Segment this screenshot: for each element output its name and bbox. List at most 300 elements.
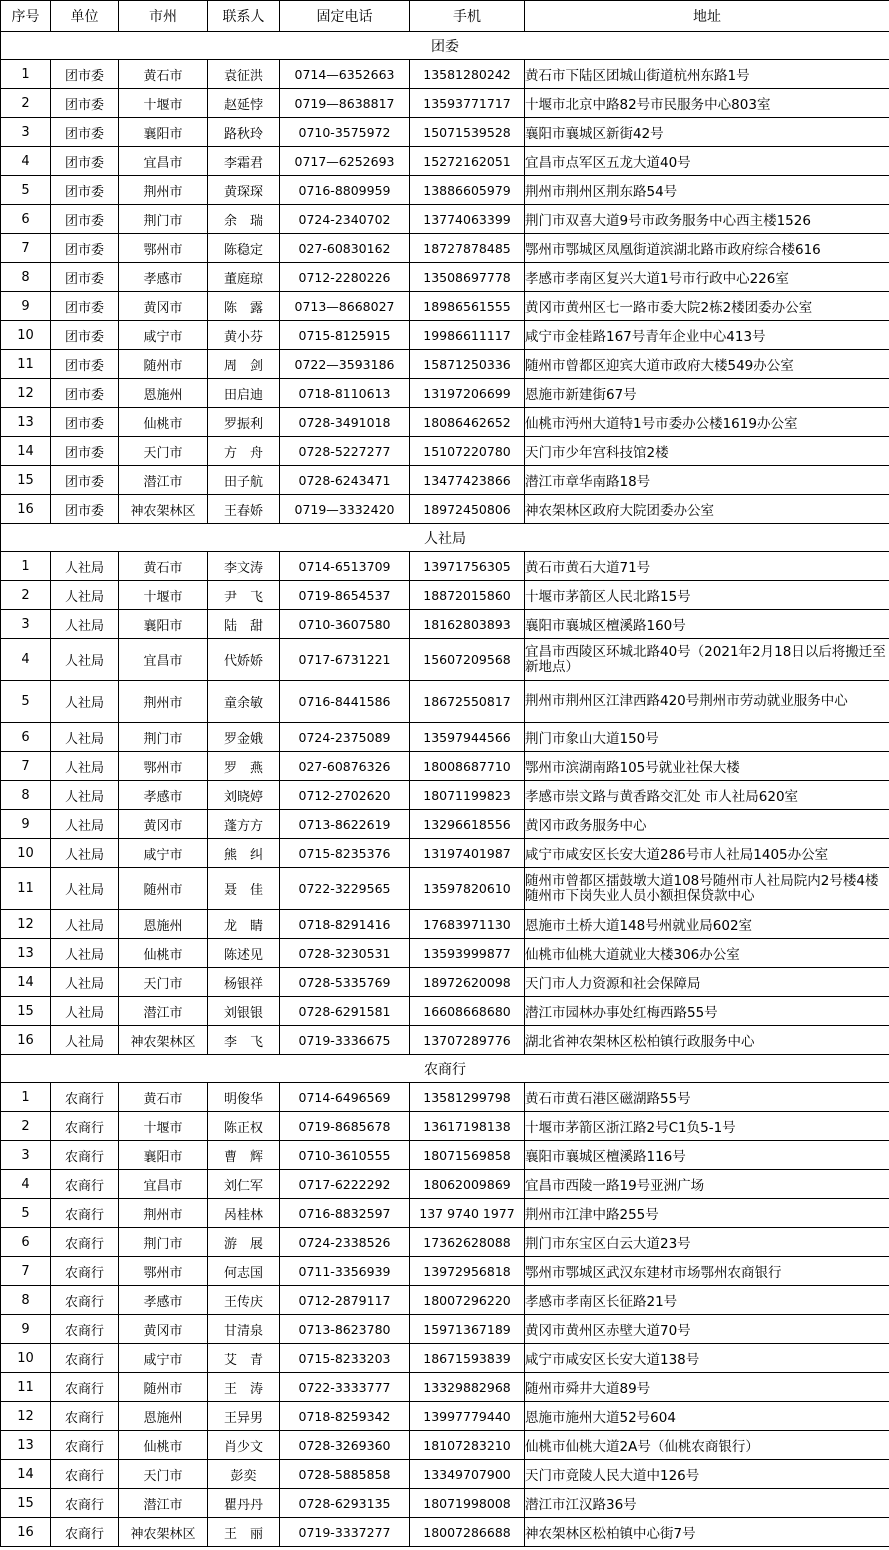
cell-mobile: 13707289776 (410, 1026, 525, 1055)
cell-city: 咸宁市 (119, 321, 208, 350)
cell-unit: 人社局 (51, 1026, 119, 1055)
cell-unit: 人社局 (51, 723, 119, 752)
cell-address: 随州市曾都区迎宾大道市政府大楼549办公室 (525, 350, 889, 379)
cell-city: 十堰市 (119, 89, 208, 118)
cell-address: 十堰市茅箭区浙江路2号C1负5-1号 (525, 1112, 889, 1141)
table-row (1, 581, 889, 610)
cell-address: 神农架林区政府大院团委办公室 (525, 495, 889, 524)
cell-no: 12 (1, 1402, 51, 1431)
header-unit: 单位 (51, 1, 119, 32)
cell-unit: 人社局 (51, 910, 119, 939)
cell-contact: 代娇娇 (208, 639, 280, 681)
cell-address: 天门市人力资源和社会保障局 (525, 968, 889, 997)
cell-address: 孝感市孝南区复兴大道1号市行政中心226室 (525, 263, 889, 292)
cell-phone: 0710-3610555 (280, 1141, 410, 1170)
table-row (1, 997, 889, 1026)
cell-address: 天门市少年宫科技馆2楼 (525, 437, 889, 466)
cell-no: 14 (1, 437, 51, 466)
section-title: 人社局 (1, 524, 889, 552)
cell-city: 孝感市 (119, 263, 208, 292)
cell-mobile: 13508697778 (410, 263, 525, 292)
cell-address: 随州市舜井大道89号 (525, 1373, 889, 1402)
cell-no: 4 (1, 639, 51, 681)
cell-no: 4 (1, 147, 51, 176)
cell-contact: 王异男 (208, 1402, 280, 1431)
cell-mobile: 13774063399 (410, 205, 525, 234)
cell-contact: 聂 佳 (208, 868, 280, 910)
cell-no: 15 (1, 1489, 51, 1518)
cell-contact: 罗 燕 (208, 752, 280, 781)
table-row (1, 495, 889, 524)
table-row (1, 552, 889, 581)
cell-contact: 王 丽 (208, 1518, 280, 1547)
cell-no: 12 (1, 379, 51, 408)
cell-no: 11 (1, 350, 51, 379)
cell-address: 恩施市施州大道52号604 (525, 1402, 889, 1431)
cell-mobile: 13971756305 (410, 552, 525, 581)
table-row (1, 839, 889, 868)
cell-unit: 人社局 (51, 868, 119, 910)
cell-address: 孝感市崇文路与黄香路交汇处 市人社局620室 (525, 781, 889, 810)
table-row (1, 379, 889, 408)
cell-address: 襄阳市襄城区檀溪路116号 (525, 1141, 889, 1170)
cell-no: 6 (1, 1228, 51, 1257)
cell-mobile: 18672550817 (410, 681, 525, 723)
cell-phone: 0728-5335769 (280, 968, 410, 997)
cell-address: 恩施市土桥大道148号州就业局602室 (525, 910, 889, 939)
cell-no: 7 (1, 752, 51, 781)
table-row (1, 723, 889, 752)
cell-city: 仙桃市 (119, 1431, 208, 1460)
cell-no: 5 (1, 1199, 51, 1228)
table-row (1, 1373, 889, 1402)
cell-city: 荆门市 (119, 205, 208, 234)
cell-address: 黄冈市黄州区七一路市委大院2栋2楼团委办公室 (525, 292, 889, 321)
cell-city: 宜昌市 (119, 1170, 208, 1199)
cell-mobile: 16608668680 (410, 997, 525, 1026)
cell-no: 1 (1, 552, 51, 581)
header-row (1, 1, 889, 32)
cell-address: 潜江市园林办事处红梅西路55号 (525, 997, 889, 1026)
cell-no: 13 (1, 1431, 51, 1460)
cell-city: 神农架林区 (119, 495, 208, 524)
cell-address: 宜昌市西陵一路19号亚洲广场 (525, 1170, 889, 1199)
cell-address: 黄石市下陆区团城山街道杭州东路1号 (525, 60, 889, 89)
cell-phone: 0719-8685678 (280, 1112, 410, 1141)
cell-address: 孝感市孝南区长征路21号 (525, 1286, 889, 1315)
cell-contact: 何志国 (208, 1257, 280, 1286)
cell-address: 荆门市东宝区白云大道23号 (525, 1228, 889, 1257)
cell-city: 黄石市 (119, 60, 208, 89)
cell-city: 鄂州市 (119, 234, 208, 263)
cell-contact: 余 瑞 (208, 205, 280, 234)
cell-address: 湖北省神农架林区松柏镇行政服务中心 (525, 1026, 889, 1055)
cell-no: 1 (1, 1083, 51, 1112)
cell-unit: 团市委 (51, 292, 119, 321)
cell-unit: 农商行 (51, 1112, 119, 1141)
cell-city: 十堰市 (119, 1112, 208, 1141)
cell-mobile: 13997779440 (410, 1402, 525, 1431)
cell-phone: 0716-8832597 (280, 1199, 410, 1228)
cell-mobile: 18727878485 (410, 234, 525, 263)
cell-phone: 027-60830162 (280, 234, 410, 263)
cell-city: 宜昌市 (119, 147, 208, 176)
cell-unit: 农商行 (51, 1141, 119, 1170)
cell-address: 潜江市江汉路36号 (525, 1489, 889, 1518)
cell-phone: 0715-8235376 (280, 839, 410, 868)
cell-contact: 蓬方方 (208, 810, 280, 839)
cell-contact: 瞿丹丹 (208, 1489, 280, 1518)
cell-mobile: 13593999877 (410, 939, 525, 968)
cell-phone: 0724-2340702 (280, 205, 410, 234)
cell-mobile: 13597820610 (410, 868, 525, 910)
cell-mobile: 13197206699 (410, 379, 525, 408)
cell-address: 荆州市荆州区荆东路54号 (525, 176, 889, 205)
cell-unit: 团市委 (51, 118, 119, 147)
cell-address: 天门市竟陵人民大道中126号 (525, 1460, 889, 1489)
cell-contact: 罗金娥 (208, 723, 280, 752)
cell-address: 十堰市茅箭区人民北路15号 (525, 581, 889, 610)
cell-mobile: 13617198138 (410, 1112, 525, 1141)
cell-mobile: 17362628088 (410, 1228, 525, 1257)
cell-no: 3 (1, 610, 51, 639)
cell-unit: 团市委 (51, 263, 119, 292)
table-row (1, 1141, 889, 1170)
cell-unit: 团市委 (51, 379, 119, 408)
cell-no: 14 (1, 1460, 51, 1489)
header-city: 市州 (119, 1, 208, 32)
cell-mobile: 13597944566 (410, 723, 525, 752)
cell-contact: 刘仁军 (208, 1170, 280, 1199)
cell-city: 鄂州市 (119, 1257, 208, 1286)
cell-phone: 0710-3607580 (280, 610, 410, 639)
table-row (1, 610, 889, 639)
cell-mobile: 13477423866 (410, 466, 525, 495)
cell-phone: 0719-3336675 (280, 1026, 410, 1055)
cell-mobile: 13886605979 (410, 176, 525, 205)
cell-no: 10 (1, 1344, 51, 1373)
cell-no: 16 (1, 1518, 51, 1547)
cell-phone: 0710-3575972 (280, 118, 410, 147)
cell-phone: 0715-8125915 (280, 321, 410, 350)
cell-address: 咸宁市咸安区长安大道286号市人社局1405办公室 (525, 839, 889, 868)
cell-unit: 农商行 (51, 1402, 119, 1431)
cell-phone: 0714-6496569 (280, 1083, 410, 1112)
table-row (1, 868, 889, 910)
cell-city: 随州市 (119, 1373, 208, 1402)
cell-contact: 王春娇 (208, 495, 280, 524)
cell-unit: 团市委 (51, 147, 119, 176)
cell-contact: 陈稳定 (208, 234, 280, 263)
cell-city: 荆州市 (119, 1199, 208, 1228)
cell-address: 咸宁市金桂路167号青年企业中心413号 (525, 321, 889, 350)
cell-city: 潜江市 (119, 1489, 208, 1518)
cell-unit: 人社局 (51, 639, 119, 681)
header-mobile: 手机 (410, 1, 525, 32)
cell-city: 孝感市 (119, 781, 208, 810)
cell-phone: 0722-3229565 (280, 868, 410, 910)
cell-unit: 团市委 (51, 60, 119, 89)
section-header-row (1, 524, 889, 552)
table-row (1, 1228, 889, 1257)
cell-no: 6 (1, 205, 51, 234)
cell-phone: 0728-5885858 (280, 1460, 410, 1489)
table-row (1, 1518, 889, 1547)
cell-mobile: 18007296220 (410, 1286, 525, 1315)
cell-city: 孝感市 (119, 1286, 208, 1315)
table-body (1, 32, 889, 1547)
cell-phone: 0728-6291581 (280, 997, 410, 1026)
cell-address: 仙桃市沔州大道特1号市委办公楼1619办公室 (525, 408, 889, 437)
cell-address: 黄冈市黄州区赤壁大道70号 (525, 1315, 889, 1344)
cell-address: 随州市曾都区擂鼓墩大道108号随州市人社局院内2号楼4楼随州市下岗失业人员小额担保贷款中心 (525, 868, 889, 910)
header-phone: 固定电话 (280, 1, 410, 32)
cell-city: 恩施州 (119, 379, 208, 408)
cell-contact: 龙 睛 (208, 910, 280, 939)
cell-contact: 黄琛琛 (208, 176, 280, 205)
cell-address: 恩施市新建街67号 (525, 379, 889, 408)
cell-contact: 陈述见 (208, 939, 280, 968)
cell-unit: 团市委 (51, 321, 119, 350)
cell-no: 2 (1, 1112, 51, 1141)
cell-unit: 农商行 (51, 1286, 119, 1315)
cell-unit: 人社局 (51, 581, 119, 610)
table-row (1, 1257, 889, 1286)
cell-phone: 0717-6731221 (280, 639, 410, 681)
cell-address: 宜昌市点军区五龙大道40号 (525, 147, 889, 176)
cell-city: 天门市 (119, 968, 208, 997)
cell-unit: 人社局 (51, 839, 119, 868)
table-row (1, 1431, 889, 1460)
cell-mobile: 18071199823 (410, 781, 525, 810)
table-row (1, 968, 889, 997)
cell-address: 鄂州市滨湖南路105号就业社保大楼 (525, 752, 889, 781)
cell-phone: 0714-6513709 (280, 552, 410, 581)
cell-unit: 农商行 (51, 1315, 119, 1344)
cell-no: 3 (1, 1141, 51, 1170)
cell-no: 5 (1, 681, 51, 723)
cell-address: 荆州市荆州区江津西路420号荆州市劳动就业服务中心 (525, 681, 889, 723)
cell-contact: 呙桂林 (208, 1199, 280, 1228)
table-row (1, 60, 889, 89)
cell-unit: 农商行 (51, 1170, 119, 1199)
cell-no: 5 (1, 176, 51, 205)
cell-contact: 陈 露 (208, 292, 280, 321)
cell-unit: 农商行 (51, 1228, 119, 1257)
table-row (1, 176, 889, 205)
table-row (1, 147, 889, 176)
cell-phone: 0728-5227277 (280, 437, 410, 466)
cell-mobile: 18071998008 (410, 1489, 525, 1518)
cell-no: 11 (1, 868, 51, 910)
table-row (1, 437, 889, 466)
cell-no: 9 (1, 292, 51, 321)
cell-phone: 0718-8259342 (280, 1402, 410, 1431)
cell-contact: 肖少文 (208, 1431, 280, 1460)
cell-mobile: 15607209568 (410, 639, 525, 681)
table-row (1, 292, 889, 321)
cell-unit: 农商行 (51, 1460, 119, 1489)
cell-phone: 0717-6222292 (280, 1170, 410, 1199)
cell-unit: 团市委 (51, 89, 119, 118)
cell-city: 鄂州市 (119, 752, 208, 781)
table-row (1, 466, 889, 495)
cell-city: 荆门市 (119, 1228, 208, 1257)
table-row (1, 781, 889, 810)
cell-city: 黄石市 (119, 1083, 208, 1112)
cell-mobile: 13593771717 (410, 89, 525, 118)
cell-city: 荆门市 (119, 723, 208, 752)
section-title: 团委 (1, 32, 889, 60)
cell-address: 仙桃市仙桃大道就业大楼306办公室 (525, 939, 889, 968)
cell-unit: 团市委 (51, 408, 119, 437)
cell-contact: 陆 甜 (208, 610, 280, 639)
section-title: 农商行 (1, 1055, 889, 1083)
cell-contact: 游 展 (208, 1228, 280, 1257)
cell-no: 2 (1, 89, 51, 118)
cell-no: 9 (1, 810, 51, 839)
cell-address: 荆州市江津中路255号 (525, 1199, 889, 1228)
cell-phone: 0713—8668027 (280, 292, 410, 321)
cell-phone: 0722-3333777 (280, 1373, 410, 1402)
cell-no: 3 (1, 118, 51, 147)
cell-phone: 0719—8638817 (280, 89, 410, 118)
cell-contact: 童余敏 (208, 681, 280, 723)
cell-unit: 人社局 (51, 752, 119, 781)
cell-unit: 团市委 (51, 437, 119, 466)
cell-phone: 0728-6293135 (280, 1489, 410, 1518)
cell-no: 8 (1, 1286, 51, 1315)
cell-mobile: 18107283210 (410, 1431, 525, 1460)
cell-phone: 0714—6352663 (280, 60, 410, 89)
cell-city: 潜江市 (119, 466, 208, 495)
cell-mobile: 18986561555 (410, 292, 525, 321)
cell-no: 13 (1, 939, 51, 968)
cell-city: 咸宁市 (119, 1344, 208, 1373)
cell-address: 鄂州市鄂城区凤凰街道滨湖北路市政府综合楼616 (525, 234, 889, 263)
cell-contact: 黄小芬 (208, 321, 280, 350)
cell-contact: 陈正权 (208, 1112, 280, 1141)
cell-mobile: 18872015860 (410, 581, 525, 610)
cell-mobile: 18972450806 (410, 495, 525, 524)
cell-contact: 田启迪 (208, 379, 280, 408)
cell-phone: 0728-6243471 (280, 466, 410, 495)
header-no: 序号 (1, 1, 51, 32)
cell-mobile: 13329882968 (410, 1373, 525, 1402)
cell-phone: 0724-2338526 (280, 1228, 410, 1257)
cell-mobile: 18062009869 (410, 1170, 525, 1199)
cell-contact: 罗振利 (208, 408, 280, 437)
cell-contact: 李文涛 (208, 552, 280, 581)
cell-no: 15 (1, 466, 51, 495)
cell-contact: 彭奕 (208, 1460, 280, 1489)
cell-unit: 农商行 (51, 1199, 119, 1228)
cell-no: 1 (1, 60, 51, 89)
cell-no: 16 (1, 1026, 51, 1055)
cell-address: 鄂州市鄂城区武汉东建材市场鄂州农商银行 (525, 1257, 889, 1286)
cell-no: 16 (1, 495, 51, 524)
table-row (1, 1286, 889, 1315)
cell-address: 黄冈市政务服务中心 (525, 810, 889, 839)
cell-address: 十堰市北京中路82号市民服务中心803室 (525, 89, 889, 118)
cell-mobile: 18071569858 (410, 1141, 525, 1170)
cell-no: 12 (1, 910, 51, 939)
table-row (1, 1112, 889, 1141)
cell-address: 黄石市黄石大道71号 (525, 552, 889, 581)
cell-mobile: 15971367189 (410, 1315, 525, 1344)
cell-contact: 李霜君 (208, 147, 280, 176)
cell-mobile: 17683971130 (410, 910, 525, 939)
cell-city: 荆州市 (119, 681, 208, 723)
cell-mobile: 13972956818 (410, 1257, 525, 1286)
cell-phone: 0717—6252693 (280, 147, 410, 176)
cell-unit: 人社局 (51, 997, 119, 1026)
cell-unit: 农商行 (51, 1373, 119, 1402)
cell-contact: 刘银银 (208, 997, 280, 1026)
table-row (1, 1026, 889, 1055)
cell-unit: 团市委 (51, 350, 119, 379)
cell-phone: 0719—3332420 (280, 495, 410, 524)
cell-contact: 董庭琼 (208, 263, 280, 292)
cell-city: 仙桃市 (119, 939, 208, 968)
cell-city: 潜江市 (119, 997, 208, 1026)
cell-phone: 0716-8441586 (280, 681, 410, 723)
cell-unit: 人社局 (51, 810, 119, 839)
cell-unit: 团市委 (51, 495, 119, 524)
section-header-row (1, 32, 889, 60)
cell-mobile: 13349707900 (410, 1460, 525, 1489)
cell-unit: 农商行 (51, 1518, 119, 1547)
cell-contact: 尹 飞 (208, 581, 280, 610)
cell-address: 潜江市章华南路18号 (525, 466, 889, 495)
header-contact: 联系人 (208, 1, 280, 32)
cell-phone: 0719-8654537 (280, 581, 410, 610)
cell-phone: 0716-8809959 (280, 176, 410, 205)
cell-city: 十堰市 (119, 581, 208, 610)
cell-no: 11 (1, 1373, 51, 1402)
cell-phone: 0713-8623780 (280, 1315, 410, 1344)
cell-address: 神农架林区松柏镇中心街7号 (525, 1518, 889, 1547)
cell-phone: 0715-8233203 (280, 1344, 410, 1373)
cell-unit: 人社局 (51, 610, 119, 639)
cell-contact: 袁征洪 (208, 60, 280, 89)
table-row (1, 1402, 889, 1431)
cell-mobile: 18008687710 (410, 752, 525, 781)
table-row (1, 1460, 889, 1489)
cell-contact: 王 涛 (208, 1373, 280, 1402)
cell-no: 15 (1, 997, 51, 1026)
cell-city: 神农架林区 (119, 1026, 208, 1055)
cell-mobile: 13296618556 (410, 810, 525, 839)
table-row (1, 1170, 889, 1199)
cell-city: 黄石市 (119, 552, 208, 581)
table-row (1, 639, 889, 681)
table-row (1, 1083, 889, 1112)
cell-mobile: 19986611117 (410, 321, 525, 350)
cell-mobile: 15871250336 (410, 350, 525, 379)
cell-city: 黄冈市 (119, 810, 208, 839)
cell-mobile: 18972620098 (410, 968, 525, 997)
cell-contact: 明俊华 (208, 1083, 280, 1112)
cell-mobile: 18162803893 (410, 610, 525, 639)
cell-city: 天门市 (119, 437, 208, 466)
table-row (1, 810, 889, 839)
cell-phone: 0718-8110613 (280, 379, 410, 408)
cell-mobile: 13581280242 (410, 60, 525, 89)
cell-city: 随州市 (119, 868, 208, 910)
cell-phone: 0728-3491018 (280, 408, 410, 437)
section-header-row (1, 1055, 889, 1083)
